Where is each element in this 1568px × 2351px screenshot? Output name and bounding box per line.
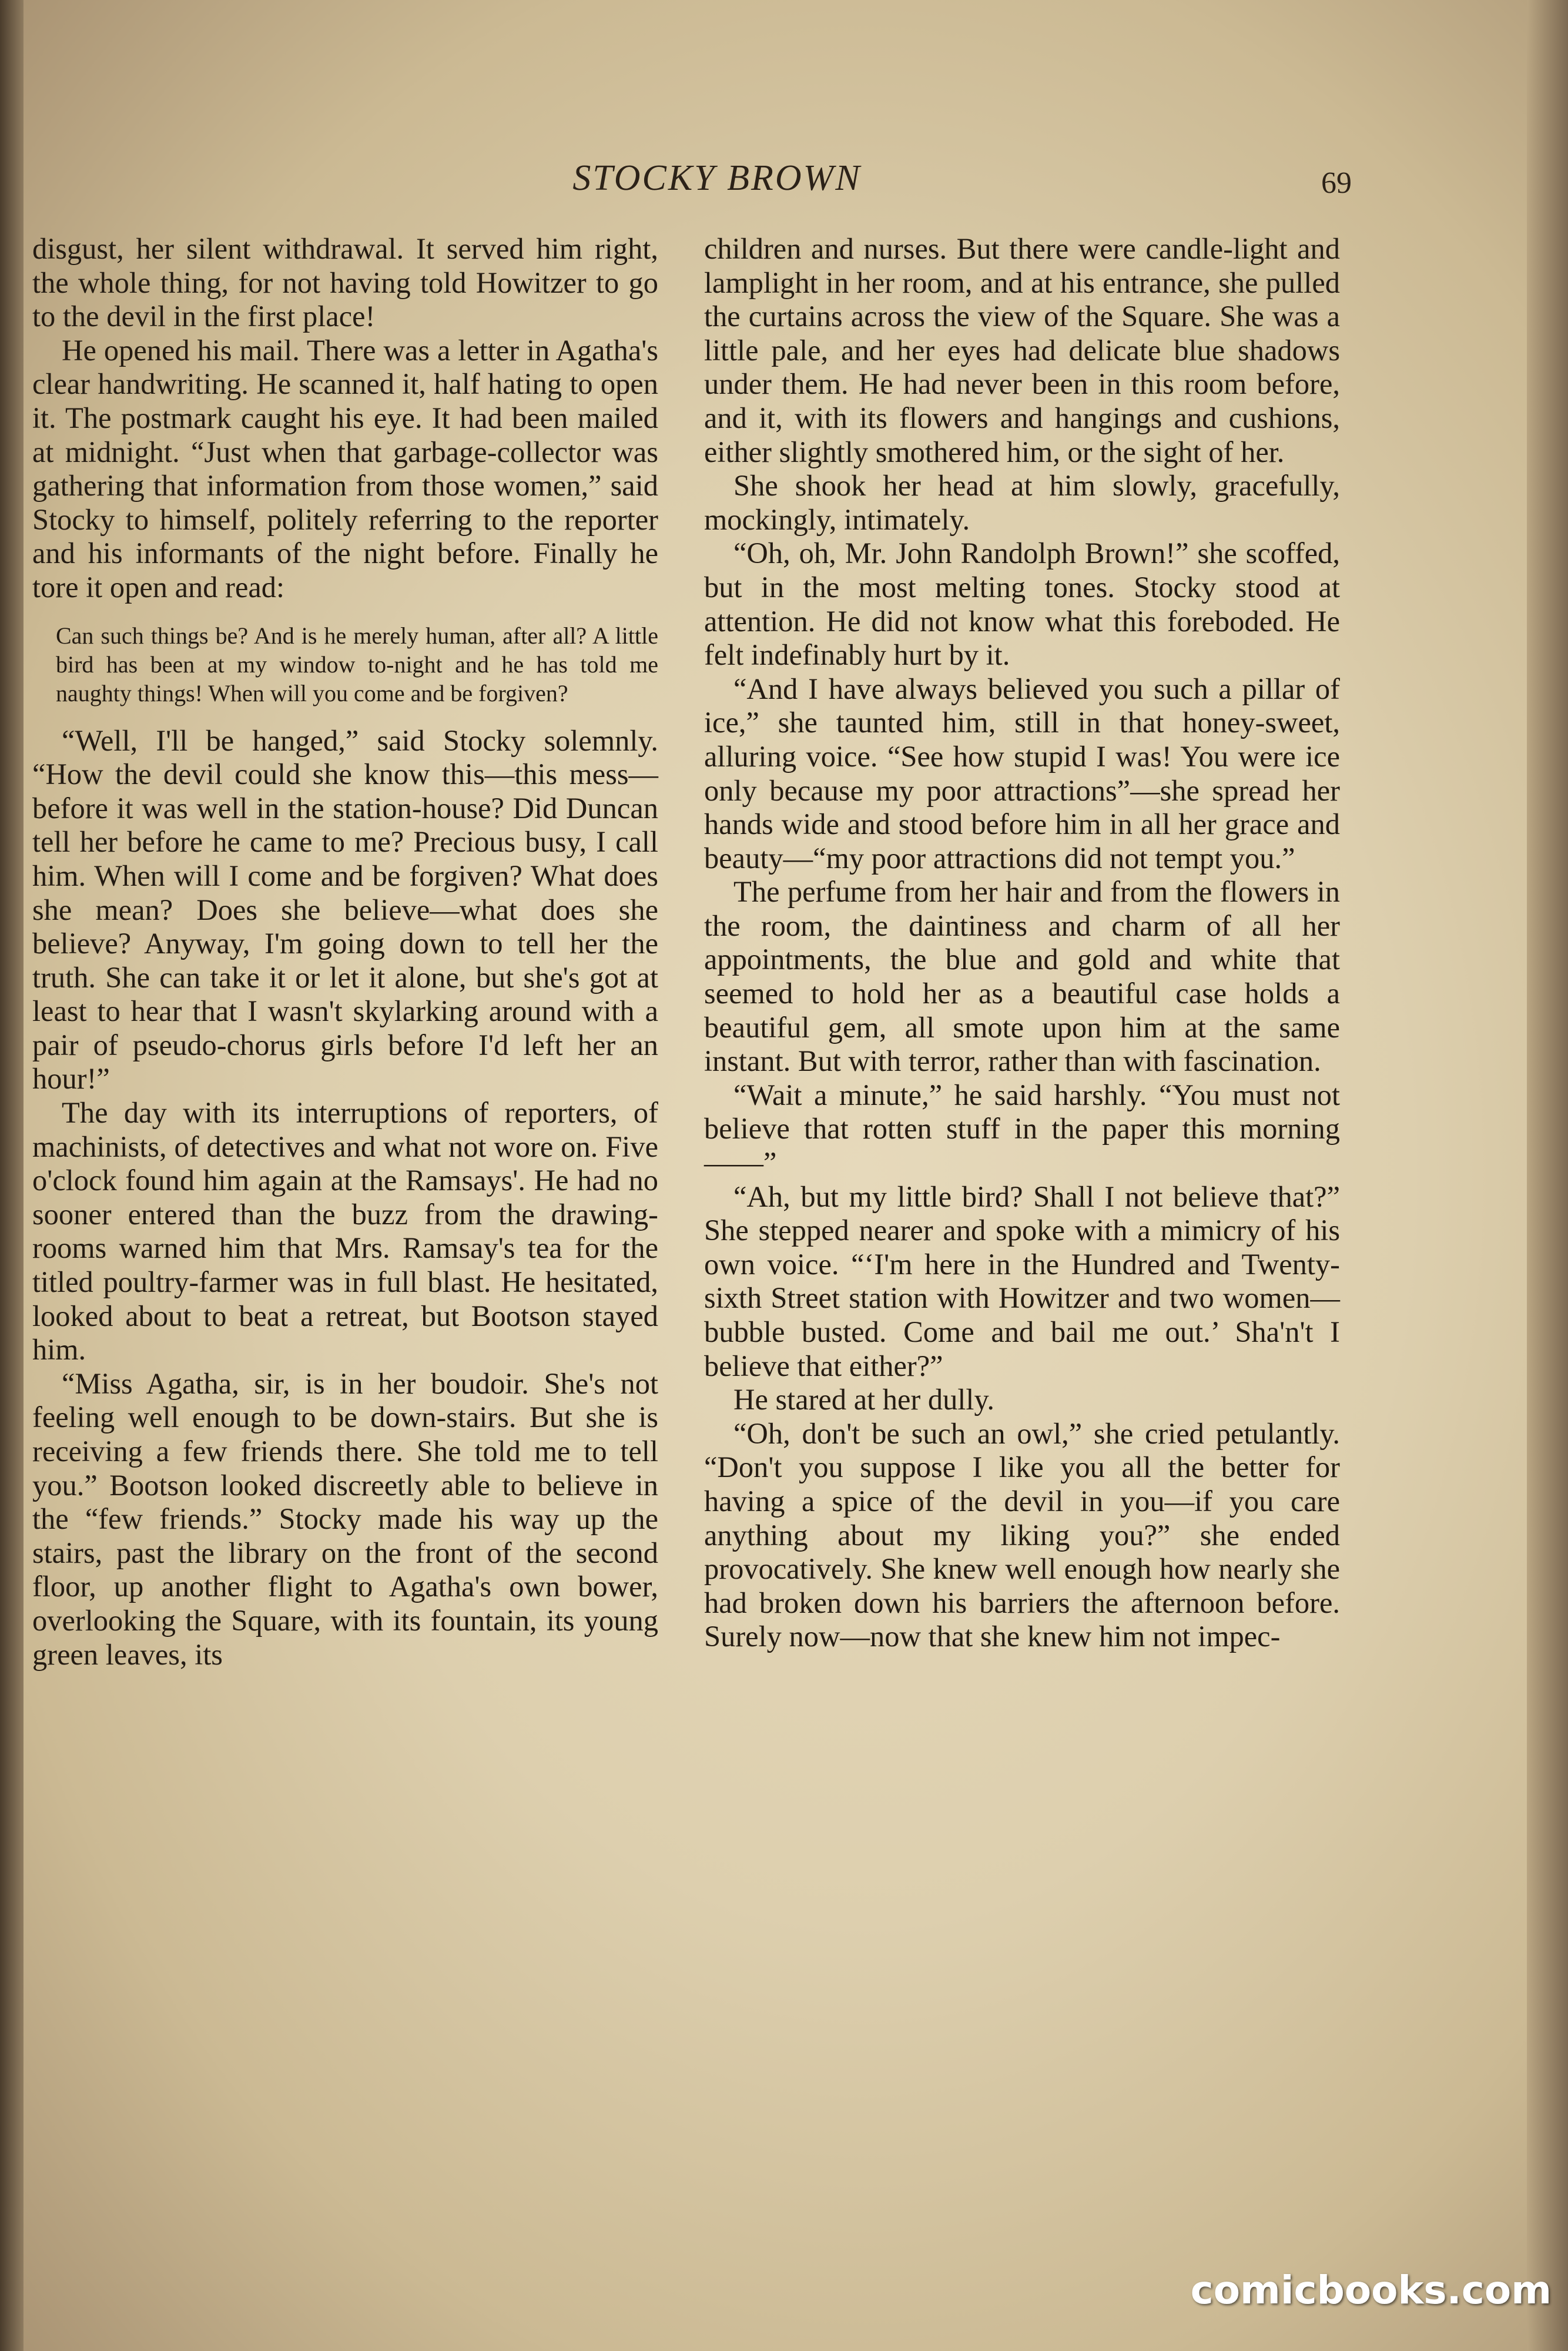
paragraph: children and nurses. But there were candle-light and lamplight in her room, and at his entrance, she pulled the curtains across the view of the Square. She was a little pale, and her eyes had delicate blue shadows under them. He had never been in this room before, and it, with its flowers and hangings and cushions, either slightly smothered him, or the sight of her. xyxy=(704,232,1340,468)
paragraph: “Miss Agatha, sir, is in her boudoir. She's not feeling well enough to be down-stairs. But she is receiving a few friends there. She told me to tell you.” Bootson looked discreetly able to believe in the “few friends.” Stocky made his way up the stairs, past the library on the front of the second floor, up another flight to Agatha's own bower, overlooking the Square, with its fountain, its young green leaves, its xyxy=(32,1367,658,1671)
text-column-right xyxy=(704,232,1340,1654)
paragraph: He opened his mail. There was a letter in Agatha's clear handwriting. He scanned it, half hating to open it. The postmark caught his eye. It had been mailed at midnight. “Just when that garbage-collector was gathering that information from those women,” said Stocky to himself, politely referring to the reporter and his informants of the night before. Finally he tore it open and read: xyxy=(32,333,658,604)
text-column-left xyxy=(32,232,658,1672)
site-watermark: comicbooks.com xyxy=(1190,2268,1552,2313)
paragraph: She shook her head at him slowly, gracefully, mockingly, intimately. xyxy=(704,469,1340,536)
paragraph: The day with its interruptions of reporters, of machinists, of detectives and what not wore on. Five o'clock found him again at the Ramsays'. He had no sooner entered than the buzz from the drawing-rooms warned him that Mrs. Ramsay's tea for the titled poultry-farmer was in full blast. He hesitated, looked about to beat a retreat, but Bootson stayed him. xyxy=(32,1096,658,1367)
page-outer-edge xyxy=(1527,0,1568,2351)
page-number: 69 xyxy=(1321,166,1352,200)
paragraph: He stared at her dully. xyxy=(733,1383,995,1416)
quoted-letter: Can such things be? And is he merely human, after all? A little bird has been at my window to-night and he has told me naughty things! When will you come and be forgiven? xyxy=(56,622,658,706)
paragraph: “Wait a minute,” he said harshly. “You must not believe that rotten stuff in the paper this morning——” xyxy=(704,1078,1340,1180)
paragraph: “Oh, oh, Mr. John Randolph Brown!” she scoffed, but in the most melting tones. Stocky stood at attention. He did not know what this foreboded. He felt indefinably hurt by it. xyxy=(704,537,1340,672)
page-binding-edge xyxy=(0,0,24,2351)
paragraph: “And I have always believed you such a pillar of ice,” she taunted him, still in that honey-sweet, alluring voice. “See how stupid I was! You were ice only because my poor attractions”—she spread her hands wide and stood before him in all her grace and beauty—“my poor attractions did not tempt you.” xyxy=(704,672,1340,875)
paragraph: disgust, her silent withdrawal. It served him right, the whole thing, for not having told Howitzer to go to the devil in the first place! xyxy=(32,232,658,333)
paragraph: “Well, I'll be hanged,” said Stocky solemnly. “How the devil could she know this—this mess—before it was well in the station-house? Did Duncan tell her before he came to me? Precious busy, I call him. When will I come and be forgiven? What does she mean? Does she believe—what does she believe? Anyway, I'm going down to tell her the truth. She can take it or let it alone, but she's got at least to hear that I wasn't skylarking around with a pair of pseudo-chorus girls before I'd left her an hour!” xyxy=(32,724,658,1096)
paragraph: “Oh, don't be such an owl,” she cried petulantly. “Don't you suppose I like you all the better for having a spice of the devil in you—if you care anything about my liking you?” she ended provocatively. She knew well enough how nearly she had broken down his barriers the afternoon before. Surely now—now that she knew him not impec- xyxy=(704,1416,1340,1653)
paragraph: “Ah, but my little bird? Shall I not believe that?” She stepped nearer and spoke with a mimicry of his own voice. “‘I'm here in the Hundred and Twenty-sixth Street station with Howitzer and two women—bubble busted. Come and bail me out.’ Sha'n't I believe that either?” xyxy=(704,1180,1340,1382)
paragraph: The perfume from her hair and from the flowers in the room, the daintiness and charm of all her appointments, the blue and gold and white that seemed to hold her as a beautiful case holds a beautiful gem, all smote upon him at the same instant. But with terror, rather than with fascination. xyxy=(704,875,1340,1078)
running-header-title: STOCKY BROWN xyxy=(572,158,862,198)
